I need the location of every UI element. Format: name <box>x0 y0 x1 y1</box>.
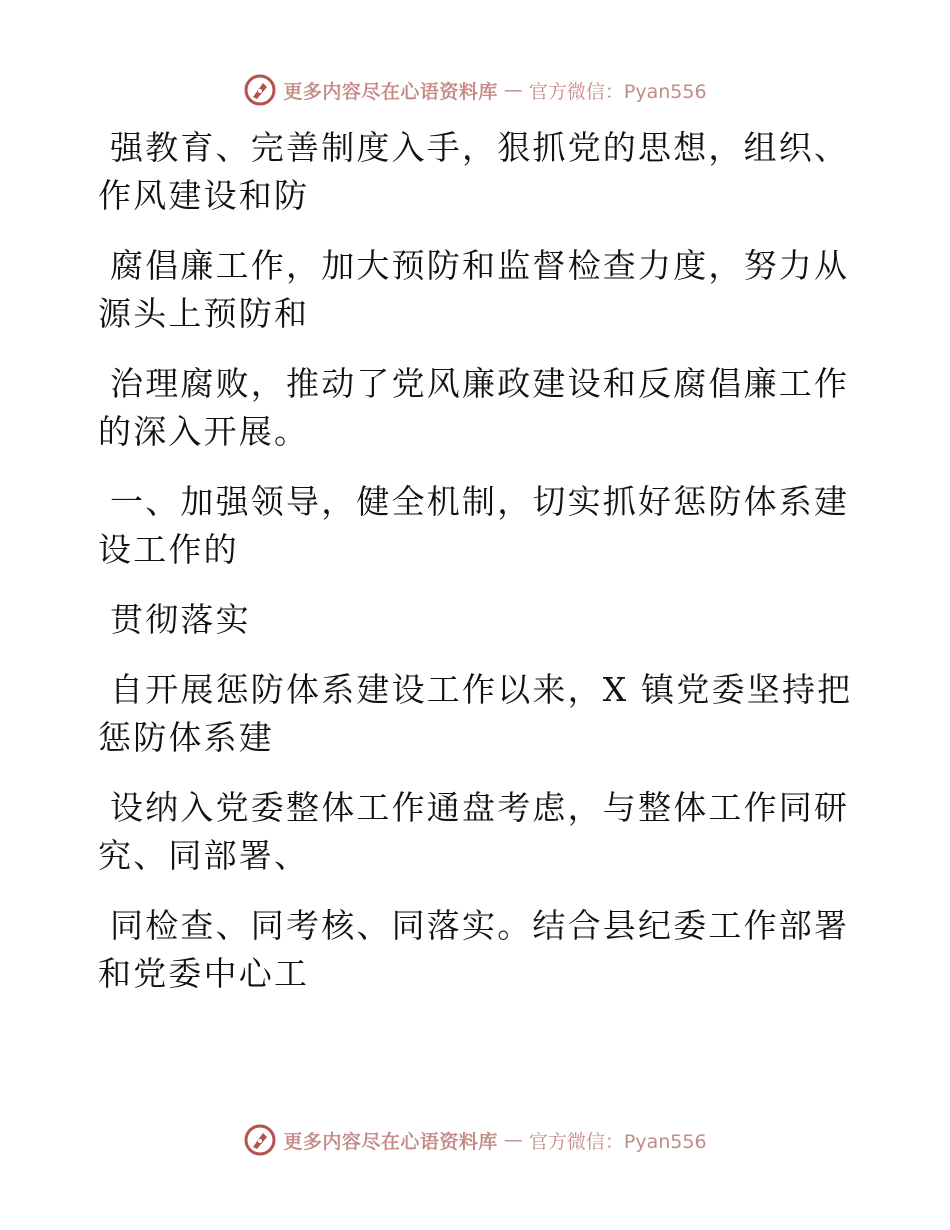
paragraph-line: 究、同部署、 <box>98 836 310 875</box>
paragraph <box>98 124 850 220</box>
paragraph-line: 和党委中心工 <box>98 954 310 993</box>
watermark-text: 更多内容尽在心语资料库 <box>283 80 498 103</box>
watermark-wechat: 官方微信：Pyan556 <box>528 80 707 103</box>
footer-watermark <box>0 1120 950 1160</box>
paragraph <box>98 784 850 880</box>
paragraph <box>98 666 853 762</box>
paragraph-line: 作风建设和防 <box>98 176 310 215</box>
paragraph-line: 腐倡廉工作，加大预防和监督检查力度，努力从 <box>110 246 850 285</box>
pen-nib-logo-icon <box>243 1123 277 1157</box>
paragraph-line: 惩防体系建 <box>98 718 274 757</box>
paragraph-line: 的深入开展。 <box>98 412 310 451</box>
paragraph-line: 一、加强领导，健全机制，切实抓好惩防体系建 <box>110 482 850 521</box>
paragraph <box>98 902 850 998</box>
section-heading-continuation <box>98 596 833 644</box>
watermark-separator: — <box>503 1129 523 1151</box>
paragraph-line: 源头上预防和 <box>98 294 310 333</box>
watermark-separator: — <box>503 79 523 101</box>
watermark-text: 更多内容尽在心语资料库 <box>283 1130 498 1153</box>
paragraph-line: 同检查、同考核、同落实。结合县纪委工作部署 <box>110 906 850 945</box>
paragraph <box>98 242 850 338</box>
paragraph-line: 设工作的 <box>98 530 239 569</box>
paragraph <box>98 360 850 456</box>
document-body <box>98 124 853 1020</box>
paragraph-line: 治理腐败，推动了党风廉政建设和反腐倡廉工作 <box>110 364 850 403</box>
section-heading <box>98 478 850 574</box>
watermark-wechat: 官方微信：Pyan556 <box>528 1130 707 1153</box>
paragraph-line: 自开展惩防体系建设工作以来，X 镇党委坚持把 <box>110 670 853 709</box>
header-watermark <box>0 70 950 110</box>
pen-nib-logo-icon <box>243 73 277 107</box>
paragraph-line: 设纳入党委整体工作通盘考虑，与整体工作同研 <box>110 788 850 827</box>
paragraph-line: 贯彻落实 <box>110 600 251 639</box>
paragraph-line: 强教育、完善制度入手，狠抓党的思想，组织、 <box>110 128 850 167</box>
